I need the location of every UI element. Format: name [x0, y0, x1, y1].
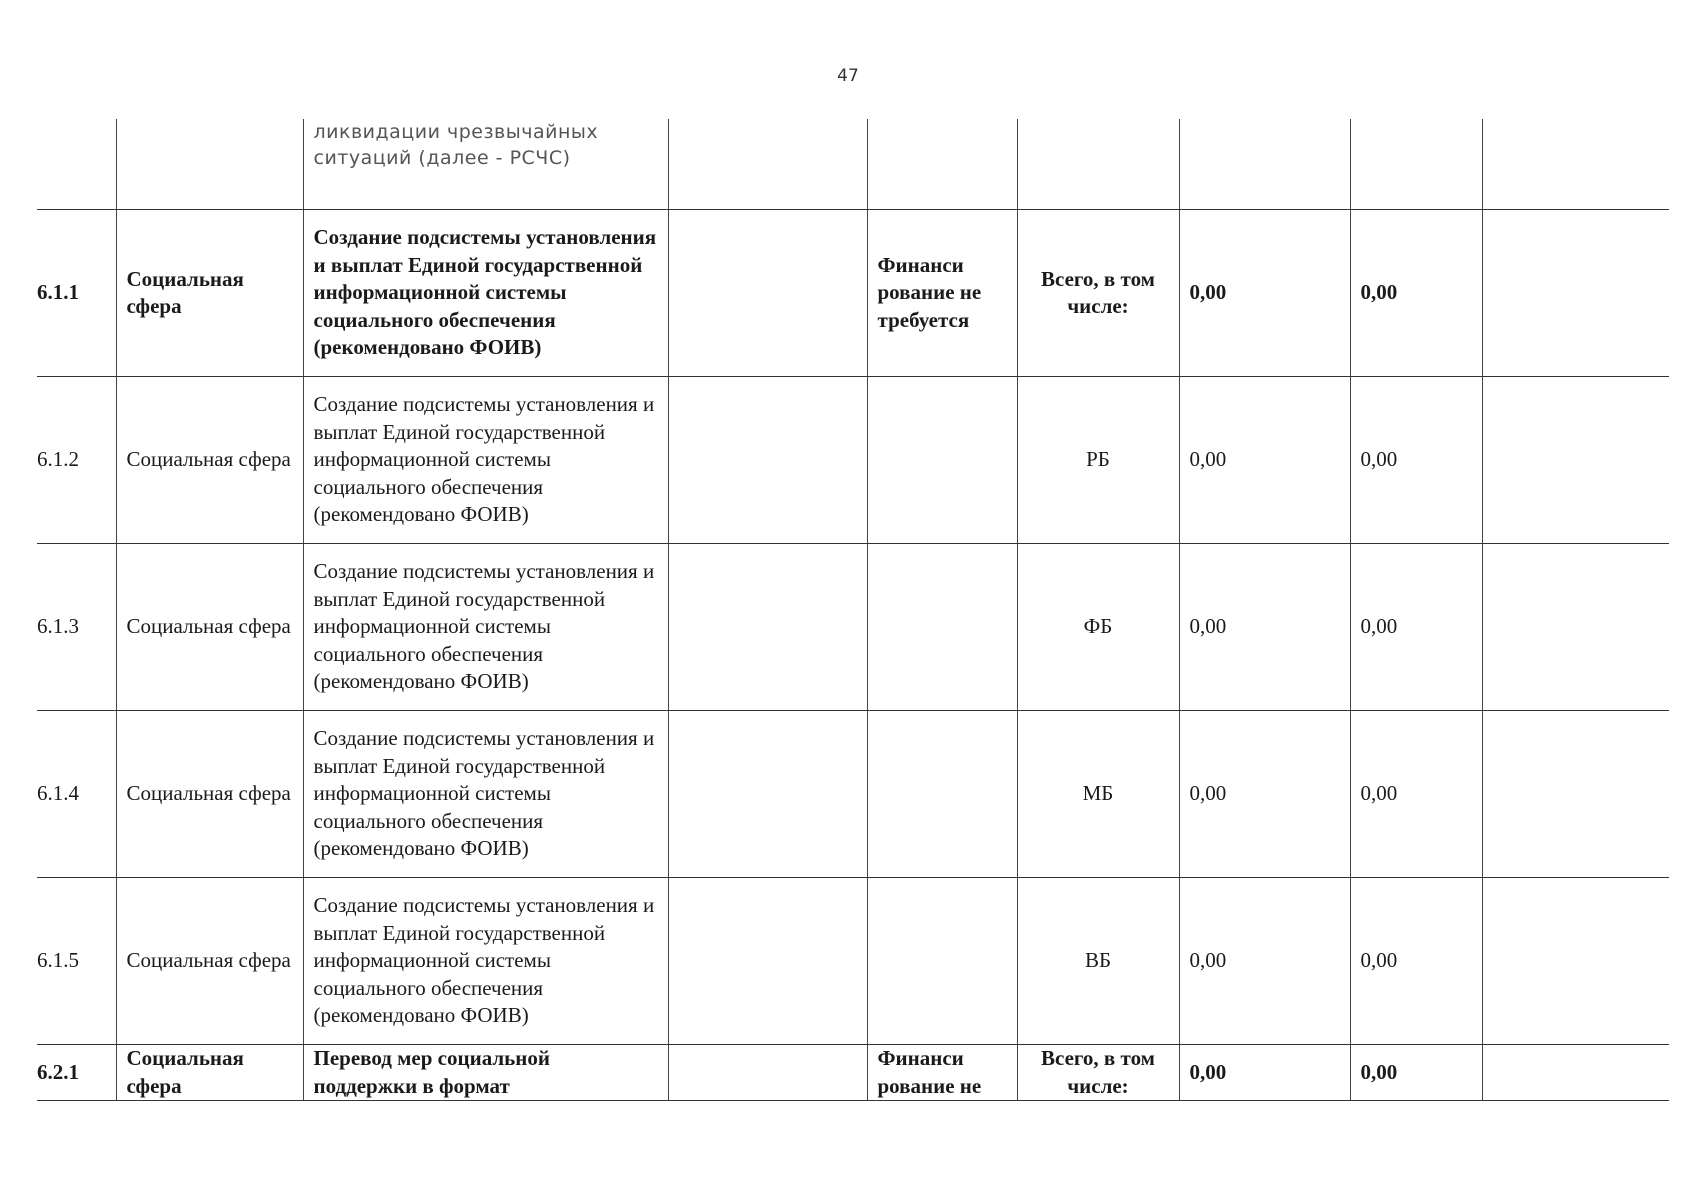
source-cell: РБ — [1017, 377, 1179, 544]
cell-empty — [116, 119, 303, 210]
description-cell: Перевод мер социальной поддержки в формат — [303, 1045, 668, 1101]
empty-cell — [1482, 210, 1669, 377]
value2-cell: 0,00 — [1350, 377, 1482, 544]
value2-cell: 0,00 — [1350, 210, 1482, 377]
sphere-cell: Социальная сфера — [116, 878, 303, 1045]
value1-cell: 0,00 — [1179, 544, 1350, 711]
financing-cell — [867, 544, 1017, 711]
financing-cell — [867, 711, 1017, 878]
empty-cell — [668, 544, 867, 711]
source-cell: ФБ — [1017, 544, 1179, 711]
cell-empty — [1179, 119, 1350, 210]
sphere-cell: Социальная сфера — [116, 377, 303, 544]
table-row — [37, 1045, 1669, 1101]
empty-cell — [1482, 544, 1669, 711]
sphere-cell: Социальная сфера — [116, 210, 303, 377]
cell-empty — [37, 119, 116, 210]
description-cell: Создание подсистемы установления и выплат Единой государственной информационной системы социального обеспечения (рекомендовано ФОИВ) — [303, 711, 668, 878]
source-cell: Всего, в том числе: — [1017, 1045, 1179, 1101]
empty-cell — [1482, 711, 1669, 878]
financing-cell: Финанси рование не требуется — [867, 210, 1017, 377]
empty-cell — [668, 711, 867, 878]
value1-cell: 0,00 — [1179, 377, 1350, 544]
financing-cell — [867, 377, 1017, 544]
description-cell: Создание подсистемы установления и выплат Единой государственной информационной системы социального обеспечения (рекомендовано ФОИВ) — [303, 210, 668, 377]
row-number: 6.1.5 — [37, 878, 116, 1045]
empty-cell — [668, 1045, 867, 1101]
empty-cell — [1482, 878, 1669, 1045]
description-cell: Создание подсистемы установления и выплат Единой государственной информационной системы социального обеспечения (рекомендовано ФОИВ) — [303, 544, 668, 711]
value1-cell: 0,00 — [1179, 210, 1350, 377]
cell-empty — [1017, 119, 1179, 210]
sphere-cell: Социальная сфера — [116, 1045, 303, 1101]
empty-cell — [1482, 1045, 1669, 1101]
row-number: 6.1.3 — [37, 544, 116, 711]
table-row — [37, 210, 1669, 377]
row-number: 6.2.1 — [37, 1045, 116, 1101]
description-cell: Создание подсистемы установления и выплат Единой государственной информационной системы социального обеспечения (рекомендовано ФОИВ) — [303, 878, 668, 1045]
value2-cell: 0,00 — [1350, 878, 1482, 1045]
source-cell: МБ — [1017, 711, 1179, 878]
empty-cell — [668, 377, 867, 544]
page-number: 47 — [837, 66, 859, 86]
value2-cell: 0,00 — [1350, 711, 1482, 878]
sphere-cell: Социальная сфера — [116, 544, 303, 711]
cell-empty — [1350, 119, 1482, 210]
value1-cell: 0,00 — [1179, 1045, 1350, 1101]
source-cell: Всего, в том числе: — [1017, 210, 1179, 377]
row-number: 6.1.2 — [37, 377, 116, 544]
table-row — [37, 544, 1669, 711]
cell-empty — [867, 119, 1017, 210]
empty-cell — [668, 210, 867, 377]
continuation-text: ликвидации чрезвычайных ситуаций (далее - РСЧС) — [303, 119, 668, 210]
table-row — [37, 377, 1669, 544]
sphere-cell: Социальная сфера — [116, 711, 303, 878]
empty-cell — [668, 878, 867, 1045]
value1-cell: 0,00 — [1179, 711, 1350, 878]
empty-cell — [1482, 377, 1669, 544]
cell-empty — [668, 119, 867, 210]
financing-cell: Финанси рование не — [867, 1045, 1017, 1101]
financing-cell — [867, 878, 1017, 1045]
value2-cell: 0,00 — [1350, 544, 1482, 711]
value2-cell: 0,00 — [1350, 1045, 1482, 1101]
source-cell: ВБ — [1017, 878, 1179, 1045]
value1-cell: 0,00 — [1179, 878, 1350, 1045]
continuation-row — [37, 119, 1669, 210]
program-table — [37, 119, 1669, 1101]
table-row — [37, 711, 1669, 878]
row-number: 6.1.1 — [37, 210, 116, 377]
description-cell: Создание подсистемы установления и выплат Единой государственной информационной системы социального обеспечения (рекомендовано ФОИВ) — [303, 377, 668, 544]
cell-empty — [1482, 119, 1669, 210]
table-row — [37, 878, 1669, 1045]
row-number: 6.1.4 — [37, 711, 116, 878]
